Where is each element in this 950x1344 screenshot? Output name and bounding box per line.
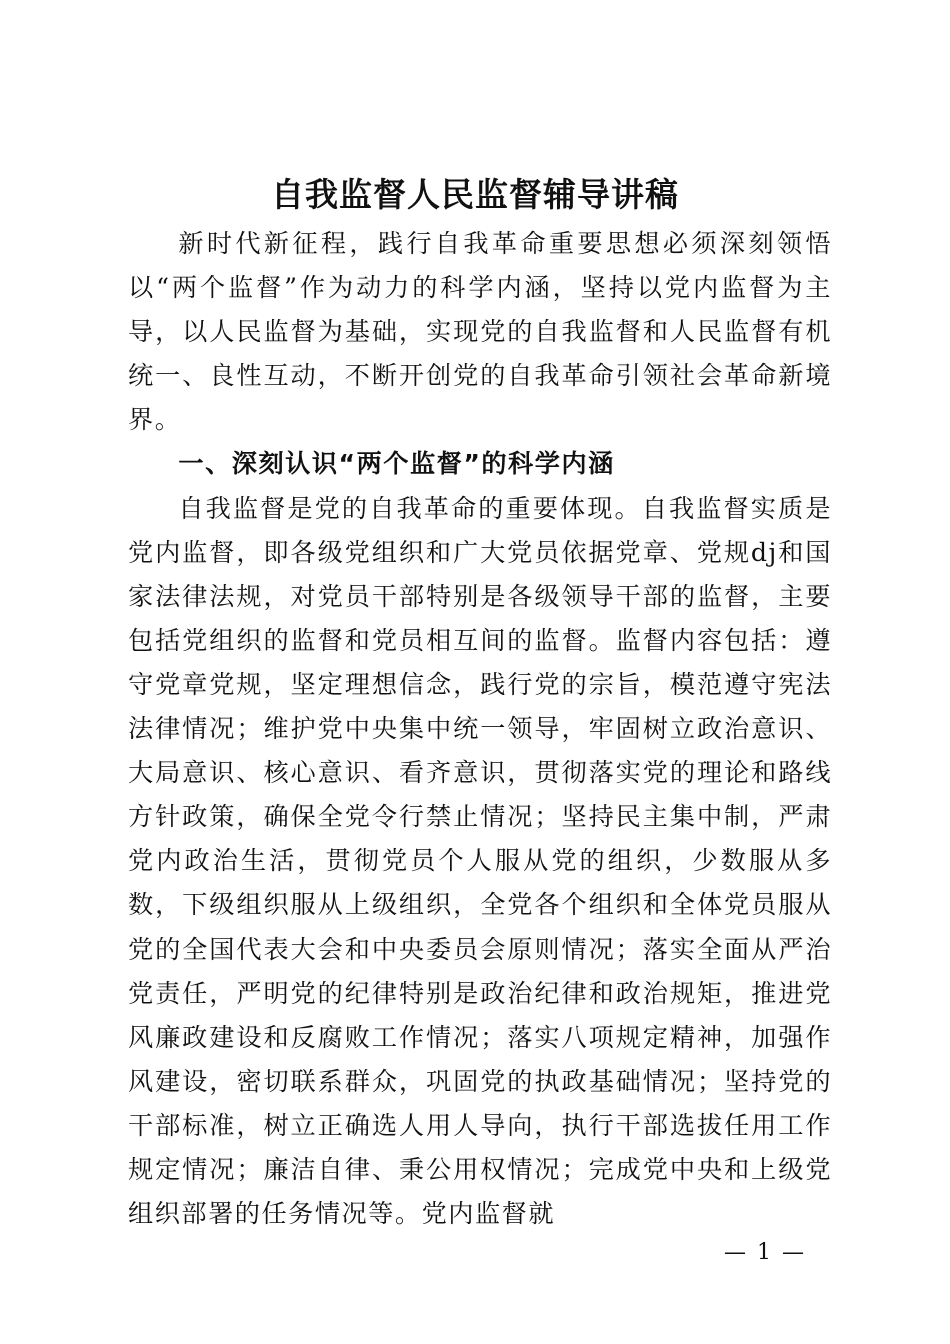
document-title: 自我监督人民监督辅导讲稿 (271, 175, 679, 214)
section-heading: 一、深刻认识“两个监督”的科学内涵 (178, 449, 615, 479)
page-number: — 1 — (724, 1240, 806, 1265)
intro-paragraph: 新时代新征程，践行自我革命重要思想必须深刻领悟以“两个监督”作为动力的科学内涵，坚持以党内监督为主导，以人民监督为基础，实现党的自我监督和人民监督有机统一、良性互动，不断开创党的自我革命引领社会革命新境界。 (128, 229, 832, 435)
document-body (128, 222, 832, 1236)
body-paragraph: 自我监督是党的自我革命的重要体现。自我监督实质是党内监督，即各级党组织和广大党员依据党章、党规dj和国家法律法规，对党员干部特别是各级领导干部的监督，主要包括党组织的监督和党员相互间的监督。监督内容包括：遵守党章党规，坚定理想信念，践行党的宗旨，模范遵守宪法法律情况；维护党中央集中统一领导，牢固树立政治意识、大局意识、核心意识、看齐意识，贯彻落实党的理论和路线方针政策，确保全党令行禁止情况；坚持民主集中制，严肃党内政治生活，贯彻党员个人服从党的组织，少数服从多数，下级组织服从上级组织，全党各个组织和全体党员服从党的全国代表大会和中央委员会原则情况；落实全面从严治党责任，严明党的纪律特别是政治纪律和政治规矩，推进党风廉政建设和反腐败工作情况；落实八项规定精神，加强作风建设，密切联系群众，巩固党的执政基础情况；坚持党的干部标准，树立正确选人用人导向，执行干部选拔任用工作规定情况；廉洁自律、秉公用权情况；完成党中央和上级党组织部署的任务情况等。党内监督就 (128, 493, 832, 1229)
